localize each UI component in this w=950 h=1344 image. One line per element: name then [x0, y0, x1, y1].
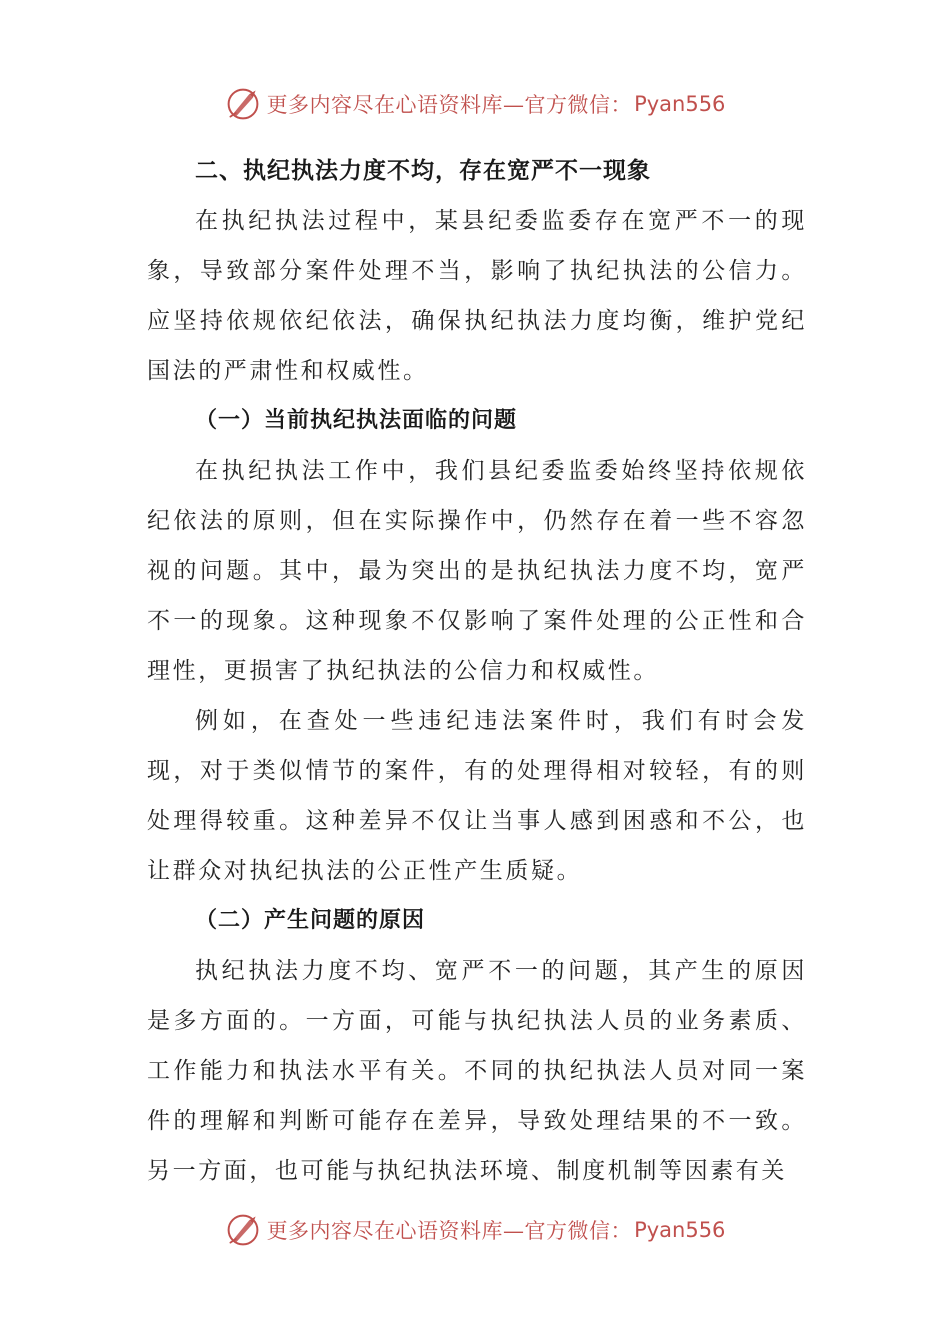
paragraph: 在执纪执法工作中，我们县纪委监委始终坚持依规依纪依法的原则，但在实际操作中，仍然存在着一些不容忽视的问题。其中，最为突出的是执纪执法力度不均，宽严不一的现象。这种现象不仅影响了案件处理的公正性和合理性，更损害了执纪执法的公信力和权威性。: [147, 458, 807, 684]
watermark-header: [0, 82, 950, 126]
watermark-wechat-id: Pyan556: [634, 92, 726, 116]
subsection-title-2: （二）产生问题的原因: [195, 908, 426, 933]
quill-logo-icon: [225, 86, 261, 122]
quill-logo-icon: [225, 1212, 261, 1248]
watermark-footer: [0, 1208, 950, 1252]
paragraph: 例如，在查处一些违纪违法案件时，我们有时会发现，对于类似情节的案件，有的处理得相对较轻，有的则处理得较重。这种差异不仅让当事人感到困惑和不公，也让群众对执纪执法的公正性产生质疑。: [147, 708, 807, 884]
watermark-text: 更多内容尽在心语资料库—官方微信：: [266, 93, 633, 117]
intro-paragraph: 在执纪执法过程中，某县纪委监委存在宽严不一的现象，导致部分案件处理不当，影响了执纪执法的公信力。应坚持依规依纪依法，确保执纪执法力度均衡，维护党纪国法的严肃性和权威性。: [147, 208, 807, 384]
subsection-title-1: （一）当前执纪执法面临的问题: [195, 408, 518, 433]
watermark-wechat-id: Pyan556: [634, 1218, 726, 1242]
section-title: 二、执纪执法力度不均，存在宽严不一现象: [195, 158, 651, 184]
paragraph: 执纪执法力度不均、宽严不一的问题，其产生的原因是多方面的。一方面，可能与执纪执法人员的业务素质、工作能力和执法水平有关。不同的执纪执法人员对同一案件的理解和判断可能存在差异，导致处理结果的不一致。另一方面，也可能与执纪执法环境、制度机制等因素有关: [147, 958, 807, 1184]
watermark-text: 更多内容尽在心语资料库—官方微信：: [266, 1219, 633, 1243]
document-body: [147, 146, 807, 1196]
